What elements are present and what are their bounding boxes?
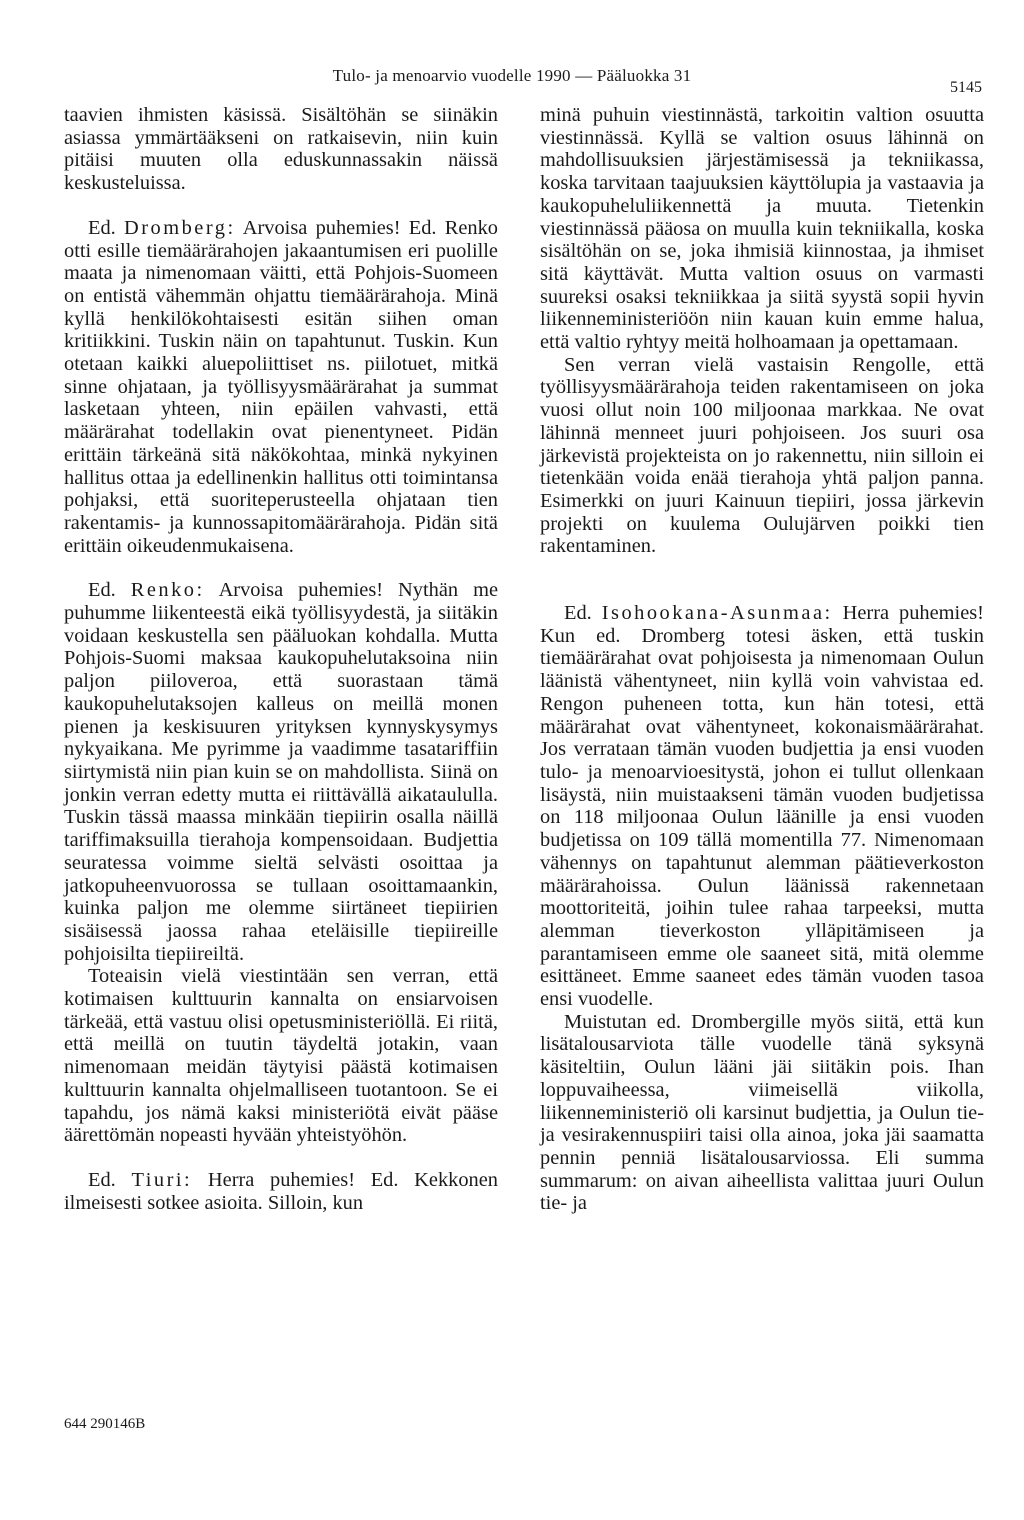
- speech-dromberg: [64, 217, 498, 558]
- speaker-name-renko: Renko:: [130, 579, 205, 602]
- speech-isohookana-asunmaa: [540, 602, 984, 1011]
- speech-text: Herra puhemies! Kun ed. Dromberg totesi äsken, että tuskin tiemäärärahat ovat pohjoisesta ja nimenomaan Oulun läänistä vähentyneet, niin kyllä voin vahvistaa ed. Rengon puheneen totta, kun hän totesi, että määrärahat ovat vähentyneet, kokonaismäärärahat. Jos verrataan tämän vuoden budjettia ja ensi vuoden tulo- ja menoarvioesitystä, johon ei tullut ollenkaan lisäystä, niin muistaakseni tämän vuoden budjetissa on 118 miljoonaa Oulun läänille ja ensi vuoden budjetissa on 109 tällä momentilla 77. Nimenomaan vähennys on tapahtunut alemman päätieverkoston määrärahoissa. Oulun läänissä rakennetaan moottoriteitä, joihin tulee rahaa tarpeeksi, mutta alemman tieverkoston ylläpitämiseen ja parantamiseen emme ole saaneet sitä, mitä olemme esittäneet. Emme saaneet edes tämän vuoden tasoa ensi vuodelle.: [540, 602, 984, 1011]
- speech-prefix: Ed.: [88, 579, 116, 602]
- right-column: [540, 104, 984, 1215]
- speech-text: Arvoisa puhemies! Ed. Renko otti esille tiemäärärahojen jakaantumisen eri puolille maata ja nimenomaan väitti, että Pohjois-Suomeen on entistä vähemmän ohjattu tiemäärärahoja. Minä kyllä henkilökohtaisesti esitän siihen oman kritiikkini. Tuskin näin on tapahtunut. Tuskin. Kun otetaan kaikki aluepoliittiset ns. piilotuet, mitkä sinne ohjataan, ja työllisyysmäärärahat ja summat lasketaan yhteen, niin epäilen vahvasti, että määrärahat todellakin ovat pienentyneet. Pidän erittäin tärkeänä sitä näkökohtaa, minkä nykyinen hallitus ottaa ja edellinenkin hallitus otti toimintansa pohjaksi, että suoriteperusteella ohjataan tien rakentamis- ja kunnossapitomäärärahoja. Pidän sitä erittäin oikeudenmukaisena.: [64, 216, 498, 557]
- right-paragraph-1: minä puhuin viestinnästä, tarkoitin valtion osuutta viestinnässä. Kyllä se valtion osuus lähinnä on mahdollisuuksien järjestämisessä ja tekniikassa, koska tarvitaan taajuuksien käyttölupia ja vastaavia ja kaukopuheluliikennettä ja muuta. Tietenkin viestinnässä pääosa on muulla kuin tekniikalla, koska sisältöhän on se, joka ihmisiä kiinnostaa, ja ihmiset sitä käyttävät. Mutta valtion osuus on varmasti suureksi osaksi tekniikkaa ja siitä syystä sopii hyvin liikenneministeriöön niin kauan kuin emme halua, että valtio ryhtyy meitä holhoamaan ja opettamaan.: [540, 104, 984, 354]
- page-number: 5145: [950, 79, 982, 96]
- speech-text: Arvoisa puhemies! Nythän me puhumme liikenteestä eikä työllisyydestä, ja siitäkin voidaan keskustella sen pääluokan kohdalla. Mutta Pohjois-Suomi maksaa kaukopuhelutaksoina niin paljon piiloveroa, että suorastaan tämä kaukopuhelutaksojen kalleus on meillä monen pienen ja keskisuuren yrityksen kynnyskysymys nykyaikana. Me pyrimme ja vaadimme tasatariffiin siirtymistä niin pian kuin se on mahdollista. Siinä on jonkin verran edetty mutta ei riittävällä aikataululla. Tuskin tässä maassa minkään tiepiirin osalla näillä tariffimaksuilla tierahoja kompensoidaan. Budjettia seuratessa voimme sieltä selvästi osoittaa ja jatkopuheenvuorossa se tullaan osoittamaankin, kuinka paljon me olemme siirtäneet tiepiirien sisäisessä jaossa rahaa eteläisille tiepiireille pohjoisilta tiepiireiltä.: [64, 579, 498, 965]
- speech-prefix: Ed.: [564, 602, 592, 625]
- speech-tiuri: [64, 1169, 498, 1214]
- speech-renko: [64, 579, 498, 965]
- right-paragraph-2: Sen verran vielä vastaisin Rengolle, että työllisyysmäärärahoja teiden rakentamiseen on joka vuosi ollut noin 100 miljoonaa markkaa. Ne ovat lähinnä menneet juuri pohjoiseen. Jos suuri osa järkevistä projekteista on jo rakennettu, niin silloin ei tietenkään voida enää tierahoja yhtä paljon panna. Esimerkki on juuri Kainuun tiepiiri, jossa järkevin projekti on kuulema Oulujärven poikki tien rakentaminen.: [540, 353, 984, 558]
- left-paragraph-1: taavien ihmisten käsissä. Sisältöhän se siinäkin asiassa ymmärtääkseni on ratkaisevin, niin kuin pitäisi muuten olla eduskunnassakin näissä keskusteluissa.: [64, 104, 498, 195]
- speech-text: Herra puhemies! Ed. Kekkonen ilmeisesti sotkee asioita. Silloin, kun: [64, 1168, 498, 1214]
- print-code: 644 290146B: [64, 1416, 146, 1432]
- left-paragraph-4: Toteaisin vielä viestintään sen verran, että kotimaisen kulttuurin kannalta on ensiarvoisen tärkeää, että vastuu olisi opetusministeriöllä. Ei riitä, että meillä on tuutin täydeltä jotakin, vaan nimenomaan meidän täytyisi päästä kotimaisen kulttuurin kannalta ohjelmalliseen tuotantoon. Se ei tapahdu, jos nämä kaksi ministeriötä eivät pääse äärettömän nopeasti hyvään yhteistyöhön.: [64, 965, 498, 1147]
- speech-prefix: Ed.: [88, 1168, 116, 1191]
- running-header: Tulo- ja menoarvio vuodelle 1990 — Pääluokka 31: [332, 66, 692, 85]
- speaker-name-dromberg: Dromberg:: [124, 216, 236, 239]
- speech-prefix: Ed.: [88, 216, 116, 239]
- right-paragraph-4: Muistutan ed. Drombergille myös siitä, että kun lisätalousarviota tälle vuodelle tänä syksynä käsiteltiin, Oulun lääni jäi siitäkin pois. Ihan loppuvaiheessa, viimeisellä viikolla, liikenneministeriö oli karsinut budjettia, ja Oulun tie- ja vesirakennuspiiri taisi olla ainoa, joka jäi saamatta pennin penniä lisätalousarviossa. Eli summa summarum: on aivan aiheellista valittaa juuri Oulun tie- ja: [540, 1010, 984, 1215]
- left-column: [64, 104, 498, 1214]
- speaker-name-tiuri: Tiuri:: [131, 1168, 193, 1191]
- speaker-name-isohookana-asunmaa: Isohookana-Asunmaa:: [601, 602, 833, 625]
